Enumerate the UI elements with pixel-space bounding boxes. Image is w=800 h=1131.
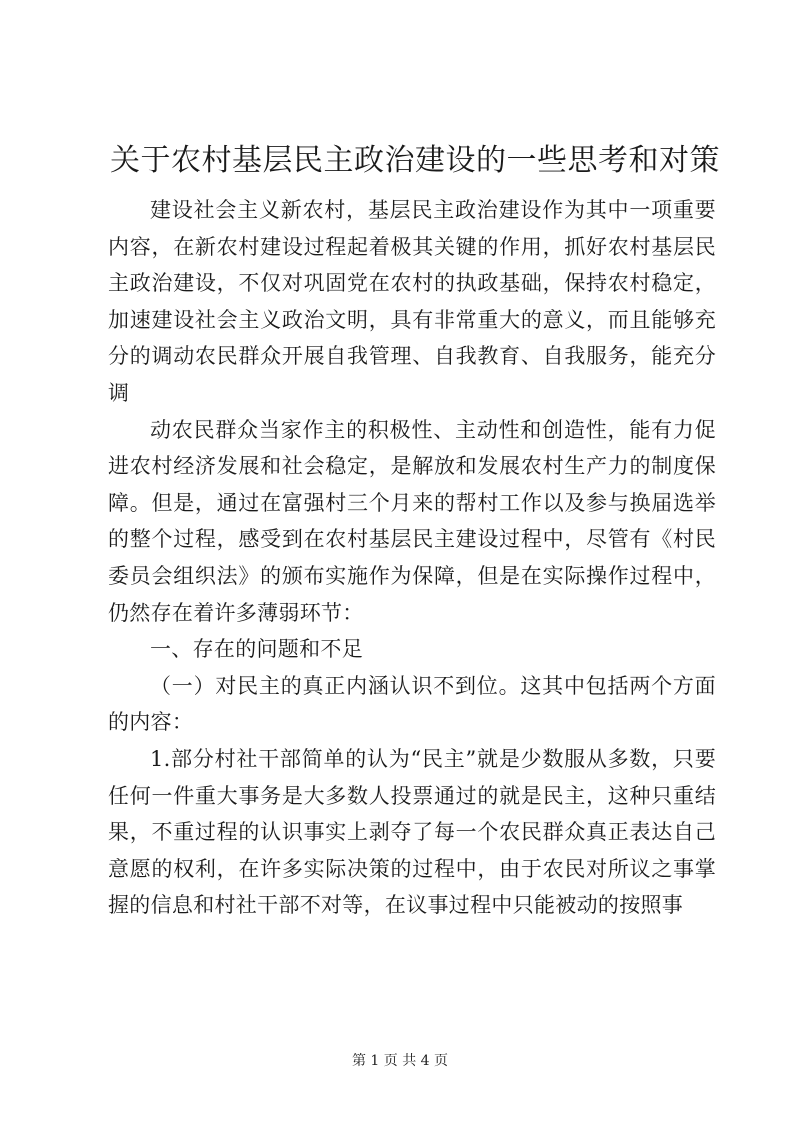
page-number: 第 1 页 共 4 页 [351, 1053, 449, 1069]
document-title: 关于农村基层民主政治建设的一些思考和对策 [110, 143, 720, 178]
document-body [108, 192, 716, 924]
paragraph-3: 1.部分村社干部简单的认为“民主”就是少数服从多数，只要任何一件重大事务是大多数人投票通过的就是民主，这种只重结果，不重过程的认识事实上剥夺了每一个农民群众真正表达自己意愿的权利，在许多实际决策的过程中，由于农民对所议之事掌握的信息和村社干部不对等，在议事过程中只能被动的按照事 [108, 746, 716, 918]
section-heading-1: 一、存在的问题和不足 [150, 637, 363, 662]
paragraph-2: 动农民群众当家作主的积极性、主动性和创造性，能有力促进农村经济发展和社会稳定，是解放和发展农村生产力的制度保障。但是，通过在富强村三个月来的帮村工作以及参与换届选举的整个过程，感受到在农村基层民主建设过程中，尽管有《村民委员会组织法》的颁布实施作为保障，但是在实际操作过程中，仍然存在着许多薄弱环节： [108, 417, 716, 625]
subsection-heading-1: （一）对民主的真正内涵认识不到位。这其中包括两个方面的内容： [108, 673, 716, 735]
paragraph-1: 建设社会主义新农村，基层民主政治建设作为其中一项重要内容，在新农村建设过程起着极其关键的作用，抓好农村基层民主政治建设，不仅对巩固党在农村的执政基础，保持农村稳定，加速建设社会主义政治文明，具有非常重大的意义，而且能够充分的调动农民群众开展自我管理、自我教育、自我服务，能充分调 [108, 198, 716, 405]
